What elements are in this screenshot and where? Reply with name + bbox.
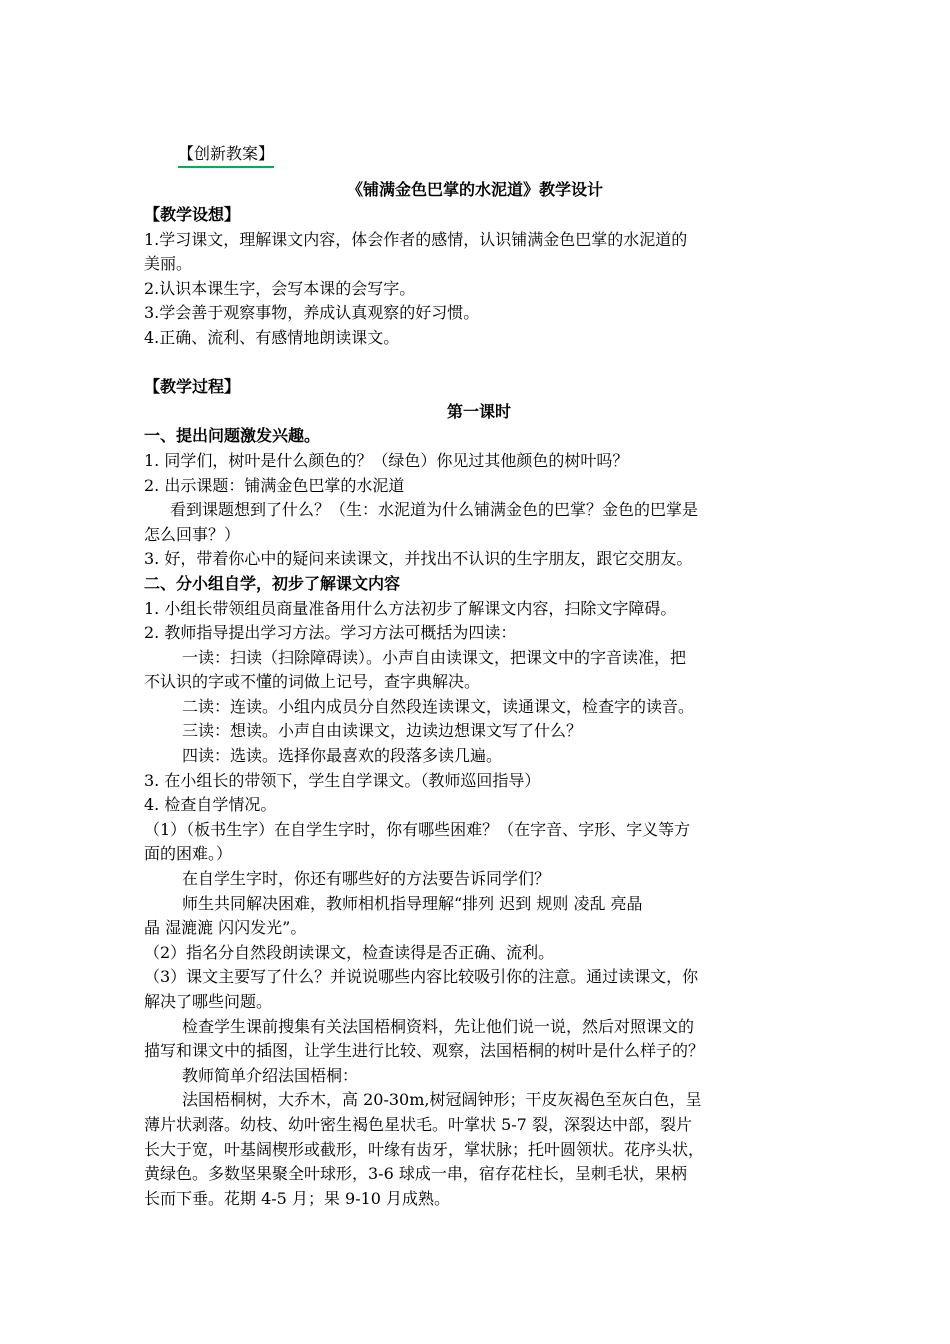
- section-heading-teaching-ideas: 【教学设想】: [144, 205, 241, 224]
- paragraph-line: 法国梧桐树，大乔木，高 20-30m,树冠阔钟形；干皮灰褐色至灰白色，呈: [182, 1090, 702, 1110]
- paragraph-line: （1）（板书生字）在自学生字时，你有哪些困难？（在字音、字形、字义等方: [144, 819, 691, 839]
- paragraph-line: 师生共同解决困难，教师相机指导理解“排列 迟到 规则 凌乱 亮晶: [182, 893, 643, 913]
- paragraph-line: 1.学习课文，理解课文内容，体会作者的感情，认识铺满金色巴掌的水泥道的: [144, 229, 688, 249]
- document-title: 《铺满金色巴掌的水泥道》教学设计: [346, 180, 603, 199]
- paragraph-line: 4.正确、流利、有感情地朗读课文。: [144, 327, 400, 347]
- paragraph-line: 面的困难。）: [144, 844, 233, 864]
- paragraph-line: 描写和课文中的插图，让学生进行比较、观察，法国梧桐的树叶是什么样子的？: [144, 1041, 705, 1061]
- paragraph-line: （3）课文主要写了什么？并说说哪些内容比较吸引你的注意。通过读课文，你: [144, 967, 699, 987]
- paragraph-line: 黄绿色。多数坚果聚全叶球形，3-6 球成一串，宿存花柱长，呈刺毛状，果柄: [144, 1164, 687, 1184]
- paragraph-line: 一读：扫读（扫除障碍读）。小声自由读课文，把课文中的字音读准，把: [182, 647, 687, 667]
- paragraph-line: 1. 同学们，树叶是什么颜色的？（绿色）你见过其他颜色的树叶吗？: [144, 450, 629, 470]
- section-heading-teaching-process: 【教学过程】: [144, 377, 241, 397]
- paragraph-line: 2.认识本课生字，会写本课的会写字。: [144, 278, 416, 298]
- paragraph-line: 看到课题想到了什么？（生：水泥道为什么铺满金色的巴掌？金色的巴掌是: [170, 500, 699, 520]
- paragraph-line: 2. 出示课题：铺满金色巴掌的水泥道: [144, 475, 405, 495]
- paragraph-line: （2）指名分自然段朗读课文，检查读得是否正确、流利。: [144, 942, 555, 962]
- blank-line: [144, 351, 814, 376]
- paragraph-line: 二读：连读。小组内成员分自然段连读课文，读通课文，检查字的读音。: [182, 696, 695, 716]
- paragraph-line: 3.学会善于观察事物，养成认真观察的好习惯。: [144, 303, 480, 323]
- paragraph-line: 晶 湿漉漉 闪闪发光”。: [144, 918, 307, 938]
- document-body: [144, 203, 814, 1211]
- paragraph-line: 3. 在小组长的带领下，学生自学课文。（教师巡回指导）: [144, 770, 541, 790]
- paragraph-line: 3. 好，带着你心中的疑问来读课文，并找出不认识的生字朋友，跟它交朋友。: [144, 549, 693, 569]
- innovative-lesson-tag: 【创新教案】: [178, 141, 274, 168]
- paragraph-line: 解决了哪些问题。: [144, 992, 273, 1011]
- subsection-heading: 二、分小组自学，初步了解课文内容: [144, 573, 401, 593]
- lesson-heading: 第一课时: [446, 401, 511, 421]
- paragraph-line: 检查学生课前搜集有关法国梧桐资料，先让他们说一说，然后对照课文的: [182, 1016, 695, 1036]
- paragraph-line: 4. 检查自学情况。: [144, 795, 277, 815]
- paragraph-line: 在自学生字时，你还有哪些好的方法要告诉同学们？: [182, 869, 551, 889]
- paragraph-line: 教师简单介绍法国梧桐：: [182, 1065, 359, 1085]
- paragraph-line: 怎么回事？）: [144, 524, 241, 544]
- paragraph-line: 1. 小组长带领组员商量准备用什么方法初步了解课文内容，扫除文字障碍。: [144, 598, 677, 618]
- paragraph-line: 四读：选读。选择你最喜欢的段落多读几遍。: [182, 746, 503, 766]
- subsection-heading: 一、提出问题激发兴趣。: [144, 426, 321, 446]
- paragraph-line: 长大于宽，叶基阔楔形或截形，叶缘有齿牙，掌状脉；托叶圆领状。花序头状，: [144, 1139, 705, 1159]
- paragraph-line: 长而下垂。花期 4-5 月；果 9-10 月成熟。: [144, 1188, 451, 1208]
- paragraph-line: 薄片状剥落。幼枝、幼叶密生褐色星状毛。叶掌状 5-7 裂，深裂达中部，裂片: [144, 1114, 692, 1134]
- paragraph-line: 2. 教师指导提出学习方法。学习方法可概括为四读：: [144, 623, 517, 643]
- paragraph-line: 不认识的字或不懂的词做上记号，查字典解决。: [144, 672, 481, 692]
- paragraph-line: 三读：想读。小声自由读课文，边读边想课文写了什么？: [182, 721, 583, 741]
- paragraph-line: 美丽。: [144, 254, 193, 274]
